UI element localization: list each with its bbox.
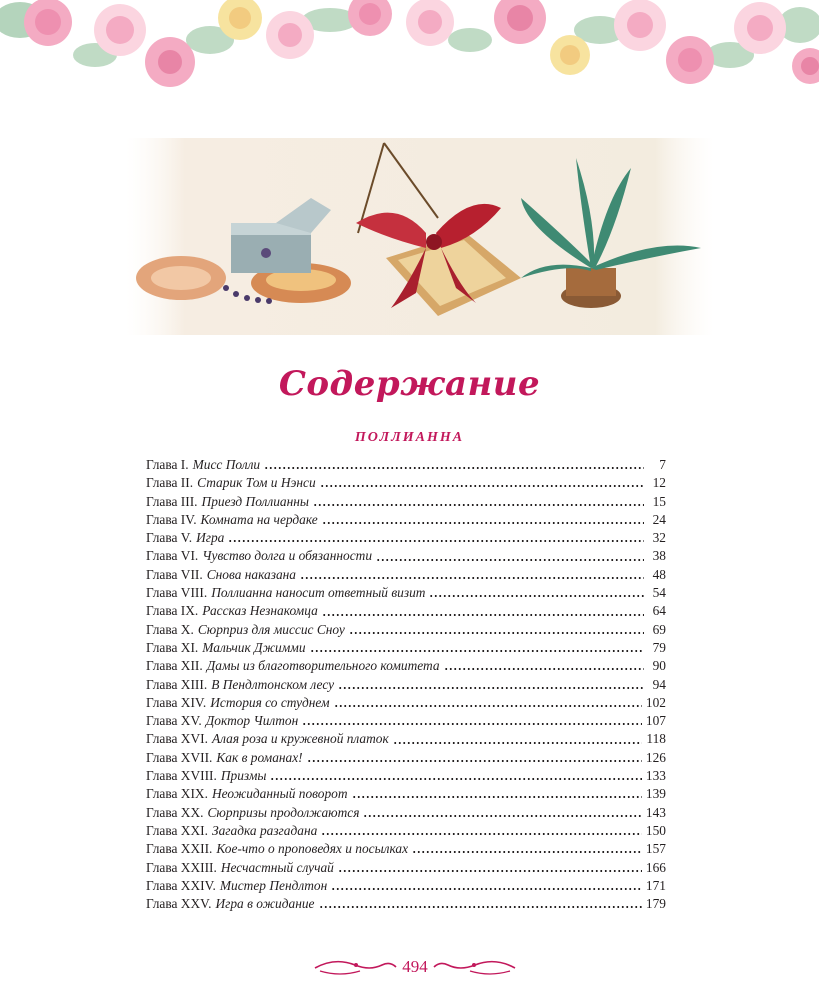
chapter-label: Глава II.	[146, 475, 194, 491]
toc-entry	[146, 657, 666, 675]
chapter-page-number: 15	[652, 493, 666, 509]
toc-entry	[146, 749, 666, 767]
chapter-title: Мальчик Джимми	[202, 639, 306, 655]
chapter-title: Дамы из благотворительного комитета	[206, 658, 440, 674]
chapter-page-number: 118	[646, 731, 666, 747]
chapter-page-number: 54	[652, 585, 666, 601]
chapter-title: Игра	[196, 530, 225, 546]
toc-title: Содержание	[278, 364, 541, 404]
chapter-page-number: 143	[645, 804, 666, 820]
toc-entry	[146, 639, 666, 657]
toc-entry	[146, 547, 666, 565]
chapter-title: Старик Том и Нэнси	[197, 475, 316, 491]
chapter-title: Загадка разгадана	[211, 822, 318, 838]
chapter-label: Глава XIV.	[146, 694, 207, 710]
chapter-title: Сюрприз для миссис Сноу	[197, 621, 345, 637]
chapter-label: Глава XXIV.	[146, 877, 216, 893]
chapter-page-number: 12	[652, 475, 666, 491]
toc-entry	[146, 712, 666, 730]
chapter-page-number: 139	[645, 786, 666, 802]
chapter-page-number: 107	[645, 713, 666, 729]
toc-entry	[146, 566, 666, 584]
chapter-title: Мисс Полли	[192, 457, 261, 472]
chapter-page-number: 64	[652, 603, 666, 619]
toc-entry	[146, 511, 666, 529]
chapter-label: Глава XVII.	[146, 749, 213, 765]
dot-leader	[338, 869, 642, 873]
chapter-title: История со студнем	[210, 694, 330, 710]
chapter-label: Глава XVI.	[146, 731, 208, 747]
section-heading: ПОЛЛИАННА	[354, 430, 465, 445]
chapter-label: Глава XXI.	[146, 822, 208, 838]
chapter-label: Глава XIII.	[146, 676, 208, 692]
toc-entry	[146, 785, 666, 803]
dot-leader	[310, 649, 644, 653]
chapter-title: Доктор Чилтон	[205, 713, 299, 729]
dot-leader	[338, 686, 644, 690]
dot-leader	[393, 741, 643, 745]
dot-leader	[270, 777, 641, 781]
chapter-label: Глава XI.	[146, 639, 199, 655]
chapter-page-number: 179	[645, 896, 666, 912]
chapter-page-number: 24	[652, 511, 666, 527]
dot-leader	[352, 795, 642, 799]
toc-entry	[146, 822, 666, 840]
dot-leader	[331, 887, 642, 891]
toc-entry	[146, 767, 666, 785]
chapter-page-number: 94	[652, 676, 666, 692]
chapter-label: Глава IX.	[146, 603, 199, 619]
chapter-page-number: 32	[652, 530, 666, 546]
chapter-title: В Пендлтонском лесу	[211, 676, 335, 692]
chapter-page-number: 7	[659, 457, 666, 472]
chapter-title: Сюрпризы продолжаются	[207, 804, 360, 820]
chapter-page-number: 102	[645, 694, 666, 710]
toc-entry	[146, 621, 666, 639]
chapter-title: Как в романах!	[216, 749, 303, 765]
chapter-title: Рассказ Незнакомца	[202, 603, 318, 619]
chapter-page-number: 48	[652, 566, 666, 582]
dot-leader	[321, 832, 642, 836]
dot-leader	[376, 558, 644, 562]
chapter-page-number: 79	[652, 639, 666, 655]
chapter-label: Глава XXII.	[146, 841, 213, 857]
chapter-title: Поллианна наносит ответный визит	[211, 585, 426, 601]
chapter-label: Глава VIII.	[146, 585, 208, 601]
chapter-title: Неожиданный поворот	[211, 786, 348, 802]
dot-leader	[228, 539, 644, 543]
dot-leader	[412, 850, 642, 854]
toc-entry	[146, 474, 666, 492]
page-footer	[310, 953, 520, 983]
dot-leader	[322, 613, 644, 617]
chapter-title: Призмы	[220, 768, 267, 784]
chapter-title: Алая роза и кружевной платок	[211, 731, 389, 747]
chapter-page-number: 90	[652, 658, 666, 674]
chapter-title: Несчастный случай	[220, 859, 334, 875]
dot-leader	[429, 594, 644, 598]
rose-garland-icon	[0, 0, 819, 100]
dot-leader	[334, 704, 642, 708]
toc-entry	[146, 676, 666, 694]
chapter-label: Глава XII.	[146, 658, 203, 674]
chapter-page-number: 126	[645, 749, 666, 765]
dot-leader	[444, 667, 644, 671]
toc-entry	[146, 804, 666, 822]
page-number: 494	[402, 957, 428, 976]
chapter-label: Глава V.	[146, 530, 193, 546]
chapter-page-number: 166	[645, 859, 666, 875]
dot-leader	[307, 759, 642, 763]
chapter-label: Глава III.	[146, 493, 198, 509]
toc-entry	[146, 493, 666, 511]
dot-leader	[322, 521, 644, 525]
dot-leader	[349, 631, 644, 635]
chapter-title: Снова наказана	[206, 566, 296, 582]
dot-leader	[363, 814, 641, 818]
chapter-title: Чувство долга и обязанности	[202, 548, 373, 564]
toc-entry	[146, 456, 666, 474]
dot-leader	[264, 466, 644, 470]
chapter-label: Глава I.	[146, 457, 189, 472]
chapter-title: Игра в ожидание	[215, 896, 315, 912]
toc-entry	[146, 602, 666, 620]
chapter-label: Глава XX.	[146, 804, 204, 820]
jewelry-box-ribbon-plant-still-life-icon	[126, 138, 714, 335]
chapter-label: Глава VII.	[146, 566, 203, 582]
chapter-label: Глава XXIII.	[146, 859, 217, 875]
toc-entry	[146, 730, 666, 748]
chapter-page-number: 38	[652, 548, 666, 564]
toc-entry	[146, 877, 666, 895]
toc-entry	[146, 895, 666, 913]
chapter-page-number: 157	[645, 841, 666, 857]
toc-entry	[146, 529, 666, 547]
dot-leader	[319, 905, 642, 909]
chapter-page-number: 150	[645, 822, 666, 838]
dot-leader	[313, 503, 644, 507]
chapter-label: Глава XV.	[146, 713, 202, 729]
toc-entry	[146, 859, 666, 877]
chapter-page-number: 133	[645, 768, 666, 784]
dot-leader	[300, 576, 644, 580]
chapter-label: Глава XVIII.	[146, 768, 217, 784]
chapter-title: Мистер Пендлтон	[219, 877, 328, 893]
chapter-title: Комната на чердаке	[200, 511, 318, 527]
toc-entry	[146, 840, 666, 858]
chapter-page-number: 171	[645, 877, 666, 893]
chapter-title: Кое-что о проповедях и посылках	[216, 841, 409, 857]
toc-entry	[146, 584, 666, 602]
chapter-label: Глава XXV.	[146, 896, 212, 912]
chapter-title: Приезд Поллианны	[201, 493, 309, 509]
chapter-page-number: 69	[652, 621, 666, 637]
dot-leader	[320, 484, 644, 488]
chapter-label: Глава XIX.	[146, 786, 208, 802]
dot-leader	[302, 722, 642, 726]
chapter-label: Глава IV.	[146, 511, 197, 527]
chapter-label: Глава VI.	[146, 548, 199, 564]
chapter-label: Глава X.	[146, 621, 194, 637]
toc-entry	[146, 694, 666, 712]
toc-list	[146, 456, 666, 913]
